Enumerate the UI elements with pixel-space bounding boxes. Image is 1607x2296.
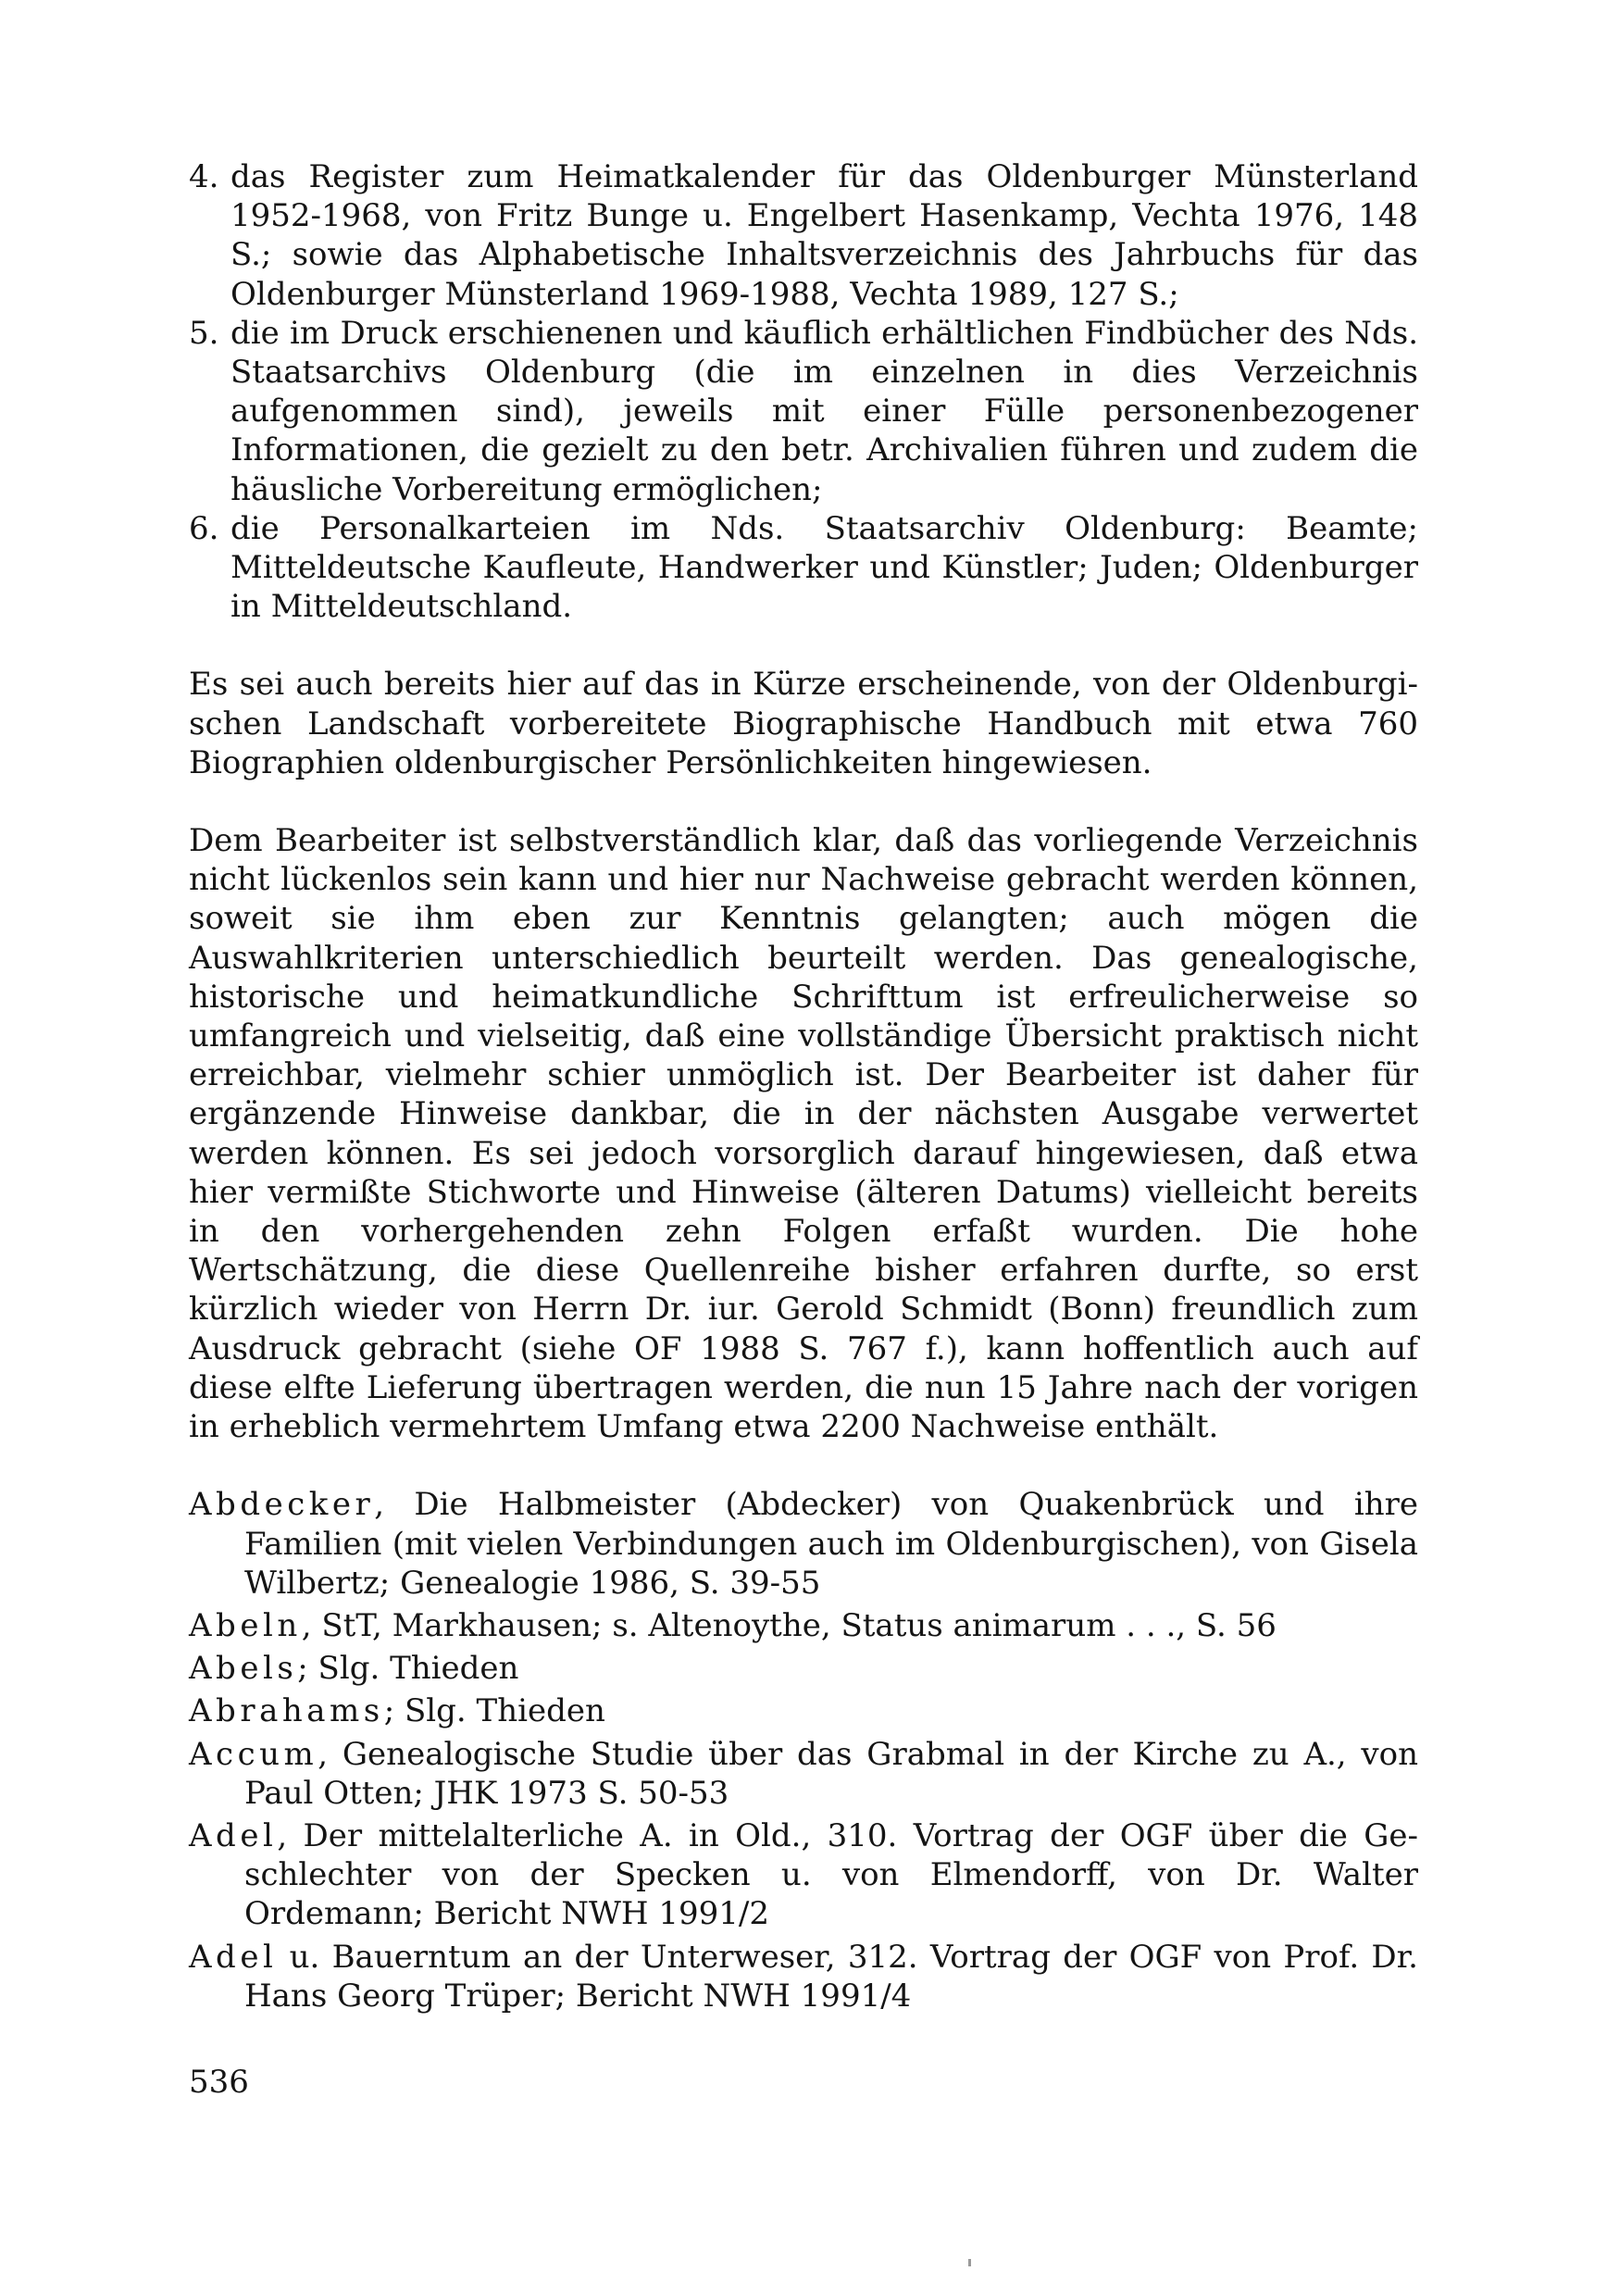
list-item	[189, 509, 1418, 627]
entry-text: ; Slg. Thieden	[297, 1650, 519, 1688]
entry-text: , Der mittelalterliche A. in Old., 310. Vortrag der OGF über die Geschlechter von der Specken u. von Elmendorff, von Dr. Walter Ordemann; Bericht NWH 1991/2	[244, 1816, 1418, 1933]
entry-keyword: Accum	[189, 1735, 318, 1773]
entry-text: , StT, Markhausen; s. Altenoythe, Status animarum . . ., S. 56	[301, 1606, 1277, 1644]
entry-text: , Die Halbmeister (Abdecker) von Quakenbrück und ihre Familien (mit vielen Verbindungen auch im Oldenburgischen), von Gisela Wilbertz; Genealogie 1986, S. 39-55	[244, 1486, 1418, 1602]
scan-speck	[968, 2259, 971, 2266]
register-entry	[189, 1606, 1418, 1645]
entry-text: u. Bauerntum an der Unterweser, 312. Vortrag der OGF von Prof. Dr. Hans Georg Trüper; Bericht NWH 1991/4	[244, 1938, 1418, 2015]
list-text: die Personalkarteien im Nds. Staatsarchiv Oldenburg: Beamte; Mitteldeutsche Kaufleute, Handwerker und Künstler; Juden; Oldenburger in Mitteldeutschland.	[230, 509, 1418, 626]
register-entries	[189, 1485, 1418, 2015]
register-entry	[189, 1649, 1418, 1688]
entry-keyword: Adel	[189, 1938, 278, 1976]
entry-keyword: Adel	[189, 1816, 278, 1854]
entry-text: ; Slg. Thieden	[383, 1692, 605, 1730]
list-text: die im Druck erschienenen und käuflich erhältlichen Findbücher des Nds. Staatsarchivs Oldenburg (die im einzelnen in dies Verzeichnis aufgenommen sind), jeweils mit einer Fülle personenbezogener Informationen, die gezielt zu den betr. Archivalien führen und zudem die häusliche Vorbereitung ermöglichen;	[230, 314, 1418, 508]
numbered-list	[189, 157, 1418, 626]
entry-keyword: Abrahams	[189, 1692, 384, 1730]
list-number: 6.	[189, 509, 219, 547]
entry-keyword: Abels	[189, 1650, 298, 1688]
register-entry	[189, 1816, 1418, 1934]
page-number: 536	[189, 2064, 249, 2101]
paragraph: Es sei auch bereits hier auf das in Kürze erscheinende, von der Oldenburgischen Landschaft vorbereitete Biographische Handbuch mit etwa 760 Biographien oldenburgischer Persönlichkeiten hingewiesen.	[189, 666, 1418, 781]
page-body	[189, 157, 1418, 2019]
entry-keyword: Abeln	[189, 1606, 302, 1644]
list-number: 5.	[189, 314, 219, 352]
list-item	[189, 314, 1418, 509]
entry-text: , Genealogische Studie über das Grabmal in der Kirche zu A., von Paul Otten; JHK 1973 S. 50-53	[244, 1735, 1418, 1812]
register-entry	[189, 1485, 1418, 1603]
register-entry	[189, 1735, 1418, 1813]
list-item	[189, 157, 1418, 314]
list-number: 4.	[189, 158, 219, 195]
entry-keyword: Abdecker	[189, 1486, 375, 1524]
register-entry	[189, 1938, 1418, 2015]
register-entry	[189, 1691, 1418, 1730]
list-text: das Register zum Heimatkalender für das Oldenburger Münsterland 1952-1968, von Fritz Bunge u. Engelbert Hasenkamp, Vechta 1976, 148 S.; sowie das Alphabetische Inhaltsverzeichnis des Jahrbuchs für das Oldenburger Münsterland 1969-1988, Vechta 1989, 127 S.;	[230, 158, 1418, 313]
paragraph: Dem Bearbeiter ist selbstverständlich klar, daß das vorliegende Verzeichnis nicht lückenlos sein kann und hier nur Nachweise gebracht werden können, soweit sie ihm eben zur Kenntnis gelangten; auch mögen die Auswahlkriterien unterschiedlich beurteilt werden. Das genealogische, historische und heimatkundliche Schrifttum ist erfreulicherweise so umfangreich und vielseitig, daß eine vollständige Übersicht praktisch nicht erreichbar, vielmehr schier unmöglich ist. Der Bearbeiter ist daher für ergänzende Hinweise dankbar, die in der nächsten Ausgabe verwertet werden können. Es sei jedoch vorsorglich darauf hingewiesen, daß etwa hier vermißte Stichworte und Hinweise (älteren Datums) vielleicht bereits in den vorhergehenden zehn Folgen erfaßt wurden. Die hohe Wertschätzung, die diese Quellenreihe bisher erfahren durfte, so erst kürzlich wieder von Herrn Dr. iur. Gerold Schmidt (Bonn) freundlich zum Ausdruck gebracht (siehe OF 1988 S. 767 f.), kann hoffentlich auch auf diese elfte Lieferung übertragen werden, die nun 15 Jahre nach der vorigen in erheblich vermehrtem Umfang etwa 2200 Nachweise enthält.	[189, 822, 1418, 1446]
